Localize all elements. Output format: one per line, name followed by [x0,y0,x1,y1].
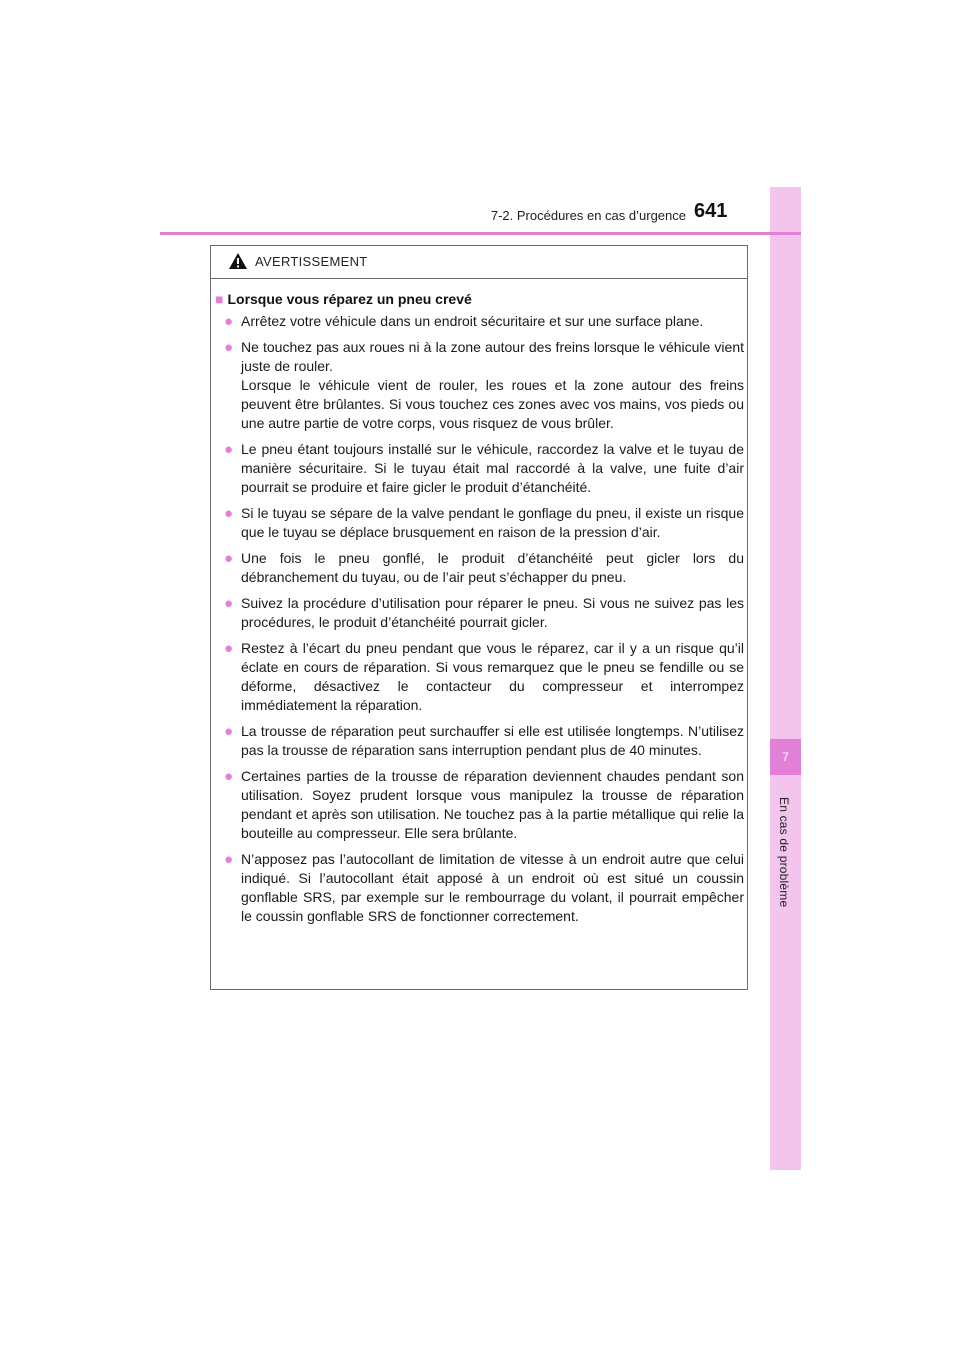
section-heading: 7-2. Procédures en cas d’urgence [490,208,686,223]
warning-section-title: ■ Lorsque vous réparez un pneu crevé [215,291,472,307]
list-item: ● La trousse de réparation peut surchauffer si elle est utilisée longtemps. N’utilisez pas la trousse de réparation sans interruption pendant plus de 40 minutes. [224,723,744,758]
bullet-icon: ● [224,550,234,567]
bullet-icon: ● [224,640,234,657]
page-number: 641 [694,200,728,222]
header-divider [160,232,801,235]
bullet-icon: ● [224,313,234,330]
warning-list [224,312,744,933]
chapter-title: En cas de problème [777,797,791,908]
bullet-icon: ● [224,441,234,458]
list-item: ● Si le tuyau se sépare de la valve pendant le gonflage du pneu, il existe un risque que le tuyau se déplace brusquement en raison de la pression d’air. [224,505,744,540]
list-item: ● Ne touchez pas aux roues ni à la zone autour des freins lorsque le véhicule vient juste de rouler. Lorsque le véhicule vient de rouler, les roues et la zone autour des freins peuvent être brûlantes. Si vous touchez ces zones avec vos mains, vos pieds ou une autre partie de votre corps, vous risquez de vous brûler. [224,339,744,431]
warning-header [211,246,747,279]
list-item: ● Arrêtez votre véhicule dans un endroit sécuritaire et sur une surface plane. [224,313,704,330]
list-item: ● Certaines parties de la trousse de réparation deviennent chaudes pendant son utilisation. Soyez prudent lorsque vous manipulez la trousse de réparation pendant et après son utilisation. Ne touchez pas à la partie métallique qui relie la bouteille au compresseur. Elle sera brûlante. [224,768,744,841]
bullet-icon: ● [224,723,234,740]
list-item: ● Suivez la procédure d’utilisation pour réparer le pneu. Si vous ne suivez pas les procédures, le produit d’étanchéité pourrait gicler. [224,595,744,630]
list-item: ● Restez à l’écart du pneu pendant que vous le réparez, car il y a un risque qu’il éclate en cours de réparation. Si vous remarquez que le pneu se fendille ou se déforme, désactivez le contacteur du compresseur et interrompez immédiatement la réparation. [224,640,744,713]
warning-label: AVERTISSEMENT [255,254,368,269]
square-bullet-icon: ■ [215,291,224,307]
bullet-icon: ● [224,595,234,612]
bullet-icon: ● [224,339,234,356]
warning-triangle-icon [228,252,248,270]
bullet-icon: ● [224,768,234,785]
bullet-icon: ● [224,851,234,868]
bullet-icon: ● [224,505,234,522]
list-item: ● Une fois le pneu gonflé, le produit d’étanchéité peut gicler lors du débranchement du tuyau, ou de l’air peut s’échapper du pneu. [224,550,744,585]
list-item: ● Le pneu étant toujours installé sur le véhicule, raccordez la valve et le tuyau de manière sécuritaire. Si le tuyau était mal raccordé à la valve, une fuite d’air pourrait se produire et faire gicler le produit d’étanchéité. [224,441,744,495]
warning-box [210,245,748,990]
list-item: ● N’apposez pas l’autocollant de limitation de vitesse à un endroit autre que celui indiqué. Si l’autocollant était apposé à un endroit où est situé un coussin gonflable SRS, par exemple sur le rembourrage du volant, il pourrait empêcher le coussin gonflable SRS de fonctionner correctement. [224,851,744,924]
chapter-number: 7 [770,739,801,775]
chapter-side-tab [770,187,801,1170]
